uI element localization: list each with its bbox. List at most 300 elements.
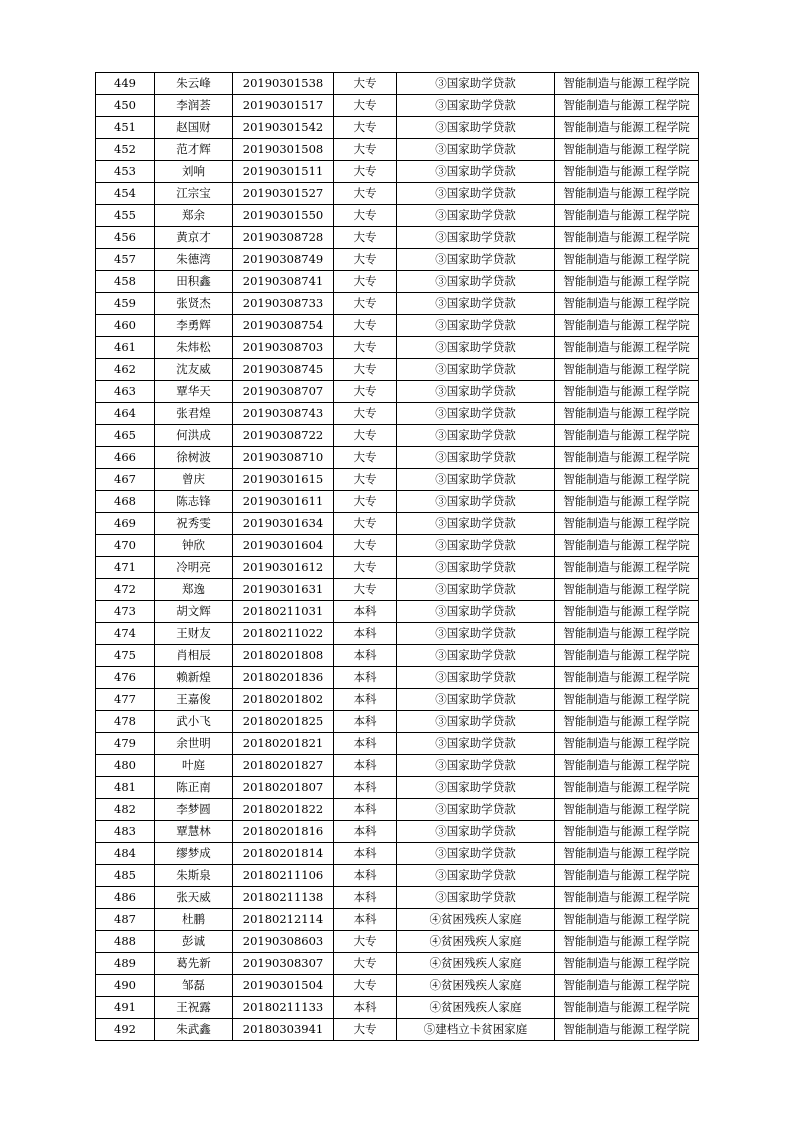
student-name-cell: 胡文辉	[155, 601, 233, 623]
table-row	[96, 447, 699, 469]
education-level-cell: 大专	[334, 381, 397, 403]
aid-category-cell: ③国家助学贷款	[397, 183, 555, 205]
college-cell: 智能制造与能源工程学院	[555, 359, 699, 381]
aid-category-cell: ③国家助学贷款	[397, 755, 555, 777]
row-number-cell: 474	[96, 623, 155, 645]
education-level-cell: 大专	[334, 1019, 397, 1041]
education-level-cell: 大专	[334, 579, 397, 601]
student-name-cell: 张贤杰	[155, 293, 233, 315]
education-level-cell: 大专	[334, 491, 397, 513]
table-row	[96, 799, 699, 821]
row-number-cell: 475	[96, 645, 155, 667]
education-level-cell: 大专	[334, 205, 397, 227]
student-name-cell: 李勇辉	[155, 315, 233, 337]
row-number-cell: 460	[96, 315, 155, 337]
student-name-cell: 曾庆	[155, 469, 233, 491]
table-row	[96, 469, 699, 491]
student-name-cell: 黄京才	[155, 227, 233, 249]
row-number-cell: 482	[96, 799, 155, 821]
education-level-cell: 大专	[334, 95, 397, 117]
education-level-cell: 大专	[334, 161, 397, 183]
education-level-cell: 大专	[334, 469, 397, 491]
student-id-cell: 20190308710	[233, 447, 334, 469]
education-level-cell: 本科	[334, 799, 397, 821]
student-id-cell: 20190308728	[233, 227, 334, 249]
table-row	[96, 161, 699, 183]
row-number-cell: 483	[96, 821, 155, 843]
education-level-cell: 本科	[334, 623, 397, 645]
college-cell: 智能制造与能源工程学院	[555, 425, 699, 447]
college-cell: 智能制造与能源工程学院	[555, 733, 699, 755]
row-number-cell: 456	[96, 227, 155, 249]
row-number-cell: 453	[96, 161, 155, 183]
student-id-cell: 20190308703	[233, 337, 334, 359]
college-cell: 智能制造与能源工程学院	[555, 469, 699, 491]
aid-category-cell: ⑤建档立卡贫困家庭	[397, 1019, 555, 1041]
row-number-cell: 461	[96, 337, 155, 359]
student-id-cell: 20180211138	[233, 887, 334, 909]
college-cell: 智能制造与能源工程学院	[555, 865, 699, 887]
education-level-cell: 大专	[334, 953, 397, 975]
aid-category-cell: ③国家助学贷款	[397, 667, 555, 689]
student-id-cell: 20190301612	[233, 557, 334, 579]
row-number-cell: 478	[96, 711, 155, 733]
aid-category-cell: ③国家助学贷款	[397, 887, 555, 909]
student-name-cell: 李梦圆	[155, 799, 233, 821]
row-number-cell: 481	[96, 777, 155, 799]
student-id-cell: 20180211106	[233, 865, 334, 887]
aid-category-cell: ③国家助学贷款	[397, 491, 555, 513]
aid-category-cell: ③国家助学贷款	[397, 227, 555, 249]
student-id-cell: 20180201827	[233, 755, 334, 777]
student-name-cell: 武小飞	[155, 711, 233, 733]
table-row	[96, 689, 699, 711]
student-name-cell: 田积鑫	[155, 271, 233, 293]
student-name-cell: 杜鹏	[155, 909, 233, 931]
aid-category-cell: ④贫困残疾人家庭	[397, 975, 555, 997]
education-level-cell: 本科	[334, 997, 397, 1019]
college-cell: 智能制造与能源工程学院	[555, 205, 699, 227]
aid-category-cell: ③国家助学贷款	[397, 777, 555, 799]
aid-category-cell: ③国家助学贷款	[397, 733, 555, 755]
table-row	[96, 579, 699, 601]
college-cell: 智能制造与能源工程学院	[555, 887, 699, 909]
student-name-cell: 赖新煌	[155, 667, 233, 689]
table-row	[96, 755, 699, 777]
aid-category-cell: ③国家助学贷款	[397, 711, 555, 733]
college-cell: 智能制造与能源工程学院	[555, 689, 699, 711]
row-number-cell: 486	[96, 887, 155, 909]
student-name-cell: 冷明亮	[155, 557, 233, 579]
student-name-cell: 祝秀雯	[155, 513, 233, 535]
college-cell: 智能制造与能源工程学院	[555, 535, 699, 557]
aid-category-cell: ③国家助学贷款	[397, 689, 555, 711]
student-id-cell: 20180212114	[233, 909, 334, 931]
row-number-cell: 463	[96, 381, 155, 403]
education-level-cell: 大专	[334, 139, 397, 161]
student-name-cell: 陈正南	[155, 777, 233, 799]
college-cell: 智能制造与能源工程学院	[555, 997, 699, 1019]
student-id-cell: 20190308707	[233, 381, 334, 403]
student-name-cell: 朱斯泉	[155, 865, 233, 887]
student-id-cell: 20180201821	[233, 733, 334, 755]
college-cell: 智能制造与能源工程学院	[555, 95, 699, 117]
student-name-cell: 张天威	[155, 887, 233, 909]
row-number-cell: 452	[96, 139, 155, 161]
student-name-cell: 肖相辰	[155, 645, 233, 667]
table-row	[96, 601, 699, 623]
table-row	[96, 315, 699, 337]
student-id-cell: 20190308307	[233, 953, 334, 975]
college-cell: 智能制造与能源工程学院	[555, 711, 699, 733]
education-level-cell: 大专	[334, 271, 397, 293]
college-cell: 智能制造与能源工程学院	[555, 953, 699, 975]
college-cell: 智能制造与能源工程学院	[555, 337, 699, 359]
education-level-cell: 大专	[334, 931, 397, 953]
aid-category-cell: ③国家助学贷款	[397, 623, 555, 645]
student-id-cell: 20190308754	[233, 315, 334, 337]
student-name-cell: 葛先新	[155, 953, 233, 975]
row-number-cell: 470	[96, 535, 155, 557]
aid-category-cell: ③国家助学贷款	[397, 425, 555, 447]
row-number-cell: 473	[96, 601, 155, 623]
student-name-cell: 缪梦成	[155, 843, 233, 865]
table-row	[96, 337, 699, 359]
college-cell: 智能制造与能源工程学院	[555, 821, 699, 843]
student-id-cell: 20190308741	[233, 271, 334, 293]
table-row	[96, 821, 699, 843]
student-id-cell: 20190308749	[233, 249, 334, 271]
aid-category-cell: ③国家助学贷款	[397, 359, 555, 381]
student-name-cell: 王财友	[155, 623, 233, 645]
student-id-cell: 20180211031	[233, 601, 334, 623]
row-number-cell: 477	[96, 689, 155, 711]
student-id-cell: 20190308743	[233, 403, 334, 425]
college-cell: 智能制造与能源工程学院	[555, 73, 699, 95]
student-id-cell: 20190301527	[233, 183, 334, 205]
college-cell: 智能制造与能源工程学院	[555, 315, 699, 337]
table-row	[96, 227, 699, 249]
student-id-cell: 20180201825	[233, 711, 334, 733]
aid-category-cell: ③国家助学贷款	[397, 865, 555, 887]
aid-category-cell: ③国家助学贷款	[397, 601, 555, 623]
aid-category-cell: ③国家助学贷款	[397, 315, 555, 337]
table-row	[96, 843, 699, 865]
education-level-cell: 大专	[334, 337, 397, 359]
education-level-cell: 本科	[334, 887, 397, 909]
student-id-cell: 20190308722	[233, 425, 334, 447]
education-level-cell: 本科	[334, 843, 397, 865]
student-id-cell: 20190301611	[233, 491, 334, 513]
row-number-cell: 490	[96, 975, 155, 997]
row-number-cell: 489	[96, 953, 155, 975]
education-level-cell: 本科	[334, 755, 397, 777]
college-cell: 智能制造与能源工程学院	[555, 491, 699, 513]
table-row	[96, 777, 699, 799]
row-number-cell: 449	[96, 73, 155, 95]
college-cell: 智能制造与能源工程学院	[555, 623, 699, 645]
student-id-cell: 20180211022	[233, 623, 334, 645]
aid-category-cell: ③国家助学贷款	[397, 337, 555, 359]
education-level-cell: 大专	[334, 117, 397, 139]
college-cell: 智能制造与能源工程学院	[555, 227, 699, 249]
college-cell: 智能制造与能源工程学院	[555, 293, 699, 315]
student-name-cell: 沈友威	[155, 359, 233, 381]
student-name-cell: 覃慧林	[155, 821, 233, 843]
student-id-cell: 20180201822	[233, 799, 334, 821]
student-name-cell: 朱德湾	[155, 249, 233, 271]
aid-category-cell: ③国家助学贷款	[397, 447, 555, 469]
student-id-cell: 20190301550	[233, 205, 334, 227]
aid-category-cell: ③国家助学贷款	[397, 117, 555, 139]
table-row	[96, 623, 699, 645]
college-cell: 智能制造与能源工程学院	[555, 601, 699, 623]
row-number-cell: 484	[96, 843, 155, 865]
aid-category-cell: ③国家助学贷款	[397, 645, 555, 667]
row-number-cell: 462	[96, 359, 155, 381]
row-number-cell: 465	[96, 425, 155, 447]
student-id-cell: 20180211133	[233, 997, 334, 1019]
student-name-cell: 张君煌	[155, 403, 233, 425]
table-row	[96, 997, 699, 1019]
table-row	[96, 95, 699, 117]
education-level-cell: 大专	[334, 425, 397, 447]
college-cell: 智能制造与能源工程学院	[555, 799, 699, 821]
table-row	[96, 205, 699, 227]
aid-category-cell: ④贫困残疾人家庭	[397, 931, 555, 953]
table-row	[96, 711, 699, 733]
aid-category-cell: ③国家助学贷款	[397, 535, 555, 557]
table-row	[96, 535, 699, 557]
student-name-cell: 朱炜松	[155, 337, 233, 359]
table-row	[96, 117, 699, 139]
aid-category-cell: ④贫困残疾人家庭	[397, 909, 555, 931]
row-number-cell: 454	[96, 183, 155, 205]
education-level-cell: 本科	[334, 667, 397, 689]
table-row	[96, 271, 699, 293]
aid-category-cell: ③国家助学贷款	[397, 73, 555, 95]
student-name-cell: 刘响	[155, 161, 233, 183]
education-level-cell: 本科	[334, 601, 397, 623]
education-level-cell: 大专	[334, 403, 397, 425]
table-row	[96, 381, 699, 403]
roster-table	[95, 72, 699, 1041]
college-cell: 智能制造与能源工程学院	[555, 931, 699, 953]
education-level-cell: 本科	[334, 689, 397, 711]
student-id-cell: 20190301504	[233, 975, 334, 997]
row-number-cell: 457	[96, 249, 155, 271]
student-name-cell: 覃华天	[155, 381, 233, 403]
aid-category-cell: ③国家助学贷款	[397, 403, 555, 425]
education-level-cell: 大专	[334, 447, 397, 469]
table-row	[96, 733, 699, 755]
row-number-cell: 480	[96, 755, 155, 777]
education-level-cell: 大专	[334, 73, 397, 95]
table-row	[96, 139, 699, 161]
student-name-cell: 李润荟	[155, 95, 233, 117]
student-name-cell: 余世明	[155, 733, 233, 755]
student-name-cell: 钟欣	[155, 535, 233, 557]
student-name-cell: 邹磊	[155, 975, 233, 997]
college-cell: 智能制造与能源工程学院	[555, 557, 699, 579]
student-name-cell: 朱武鑫	[155, 1019, 233, 1041]
table-row	[96, 1019, 699, 1041]
student-name-cell: 陈志锋	[155, 491, 233, 513]
row-number-cell: 455	[96, 205, 155, 227]
education-level-cell: 大专	[334, 359, 397, 381]
student-id-cell: 20190301631	[233, 579, 334, 601]
student-id-cell: 20190301511	[233, 161, 334, 183]
education-level-cell: 本科	[334, 645, 397, 667]
table-row	[96, 491, 699, 513]
college-cell: 智能制造与能源工程学院	[555, 843, 699, 865]
table-row	[96, 513, 699, 535]
education-level-cell: 本科	[334, 711, 397, 733]
student-id-cell: 20190301634	[233, 513, 334, 535]
college-cell: 智能制造与能源工程学院	[555, 117, 699, 139]
row-number-cell: 466	[96, 447, 155, 469]
row-number-cell: 464	[96, 403, 155, 425]
aid-category-cell: ③国家助学贷款	[397, 469, 555, 491]
college-cell: 智能制造与能源工程学院	[555, 447, 699, 469]
row-number-cell: 487	[96, 909, 155, 931]
row-number-cell: 471	[96, 557, 155, 579]
aid-category-cell: ③国家助学贷款	[397, 557, 555, 579]
table-row	[96, 183, 699, 205]
college-cell: 智能制造与能源工程学院	[555, 161, 699, 183]
student-name-cell: 何洪成	[155, 425, 233, 447]
education-level-cell: 本科	[334, 909, 397, 931]
education-level-cell: 本科	[334, 733, 397, 755]
row-number-cell: 467	[96, 469, 155, 491]
education-level-cell: 大专	[334, 249, 397, 271]
table-row	[96, 359, 699, 381]
row-number-cell: 479	[96, 733, 155, 755]
student-id-cell: 20190301604	[233, 535, 334, 557]
aid-category-cell: ③国家助学贷款	[397, 205, 555, 227]
aid-category-cell: ③国家助学贷款	[397, 843, 555, 865]
college-cell: 智能制造与能源工程学院	[555, 579, 699, 601]
student-name-cell: 王嘉俊	[155, 689, 233, 711]
education-level-cell: 大专	[334, 975, 397, 997]
student-id-cell: 20190301615	[233, 469, 334, 491]
row-number-cell: 468	[96, 491, 155, 513]
college-cell: 智能制造与能源工程学院	[555, 645, 699, 667]
student-name-cell: 彭诚	[155, 931, 233, 953]
college-cell: 智能制造与能源工程学院	[555, 183, 699, 205]
education-level-cell: 大专	[334, 227, 397, 249]
row-number-cell: 491	[96, 997, 155, 1019]
education-level-cell: 大专	[334, 293, 397, 315]
college-cell: 智能制造与能源工程学院	[555, 755, 699, 777]
college-cell: 智能制造与能源工程学院	[555, 403, 699, 425]
college-cell: 智能制造与能源工程学院	[555, 513, 699, 535]
student-id-cell: 20190308733	[233, 293, 334, 315]
student-id-cell: 20190301517	[233, 95, 334, 117]
row-number-cell: 458	[96, 271, 155, 293]
student-name-cell: 郑余	[155, 205, 233, 227]
student-id-cell: 20190301508	[233, 139, 334, 161]
student-id-cell: 20180201807	[233, 777, 334, 799]
row-number-cell: 450	[96, 95, 155, 117]
table-row	[96, 931, 699, 953]
roster-table-body	[96, 73, 699, 1041]
student-id-cell: 20180201836	[233, 667, 334, 689]
student-name-cell: 赵国财	[155, 117, 233, 139]
aid-category-cell: ③国家助学贷款	[397, 161, 555, 183]
row-number-cell: 459	[96, 293, 155, 315]
aid-category-cell: ③国家助学贷款	[397, 293, 555, 315]
aid-category-cell: ③国家助学贷款	[397, 381, 555, 403]
row-number-cell: 492	[96, 1019, 155, 1041]
row-number-cell: 476	[96, 667, 155, 689]
student-name-cell: 江宗宝	[155, 183, 233, 205]
table-row	[96, 73, 699, 95]
aid-category-cell: ③国家助学贷款	[397, 821, 555, 843]
row-number-cell: 485	[96, 865, 155, 887]
table-row	[96, 249, 699, 271]
aid-category-cell: ③国家助学贷款	[397, 95, 555, 117]
table-row	[96, 557, 699, 579]
college-cell: 智能制造与能源工程学院	[555, 777, 699, 799]
row-number-cell: 488	[96, 931, 155, 953]
college-cell: 智能制造与能源工程学院	[555, 667, 699, 689]
student-name-cell: 范才辉	[155, 139, 233, 161]
education-level-cell: 大专	[334, 513, 397, 535]
row-number-cell: 469	[96, 513, 155, 535]
education-level-cell: 本科	[334, 865, 397, 887]
education-level-cell: 本科	[334, 777, 397, 799]
college-cell: 智能制造与能源工程学院	[555, 271, 699, 293]
aid-category-cell: ③国家助学贷款	[397, 579, 555, 601]
table-row	[96, 425, 699, 447]
education-level-cell: 本科	[334, 821, 397, 843]
student-id-cell: 20180201816	[233, 821, 334, 843]
student-id-cell: 20180201808	[233, 645, 334, 667]
student-name-cell: 王祝露	[155, 997, 233, 1019]
student-id-cell: 20190308745	[233, 359, 334, 381]
aid-category-cell: ③国家助学贷款	[397, 513, 555, 535]
table-row	[96, 293, 699, 315]
row-number-cell: 451	[96, 117, 155, 139]
student-name-cell: 郑逸	[155, 579, 233, 601]
college-cell: 智能制造与能源工程学院	[555, 139, 699, 161]
student-name-cell: 朱云峰	[155, 73, 233, 95]
table-row	[96, 403, 699, 425]
college-cell: 智能制造与能源工程学院	[555, 909, 699, 931]
aid-category-cell: ③国家助学贷款	[397, 249, 555, 271]
student-id-cell: 20180303941	[233, 1019, 334, 1041]
student-id-cell: 20190308603	[233, 931, 334, 953]
college-cell: 智能制造与能源工程学院	[555, 381, 699, 403]
row-number-cell: 472	[96, 579, 155, 601]
education-level-cell: 大专	[334, 183, 397, 205]
table-row	[96, 953, 699, 975]
college-cell: 智能制造与能源工程学院	[555, 1019, 699, 1041]
aid-category-cell: ③国家助学贷款	[397, 271, 555, 293]
aid-category-cell: ③国家助学贷款	[397, 799, 555, 821]
college-cell: 智能制造与能源工程学院	[555, 975, 699, 997]
education-level-cell: 大专	[334, 535, 397, 557]
table-row	[96, 909, 699, 931]
table-row	[96, 975, 699, 997]
student-id-cell: 20180201802	[233, 689, 334, 711]
education-level-cell: 大专	[334, 557, 397, 579]
student-id-cell: 20190301538	[233, 73, 334, 95]
student-id-cell: 20190301542	[233, 117, 334, 139]
table-row	[96, 887, 699, 909]
student-name-cell: 叶庭	[155, 755, 233, 777]
